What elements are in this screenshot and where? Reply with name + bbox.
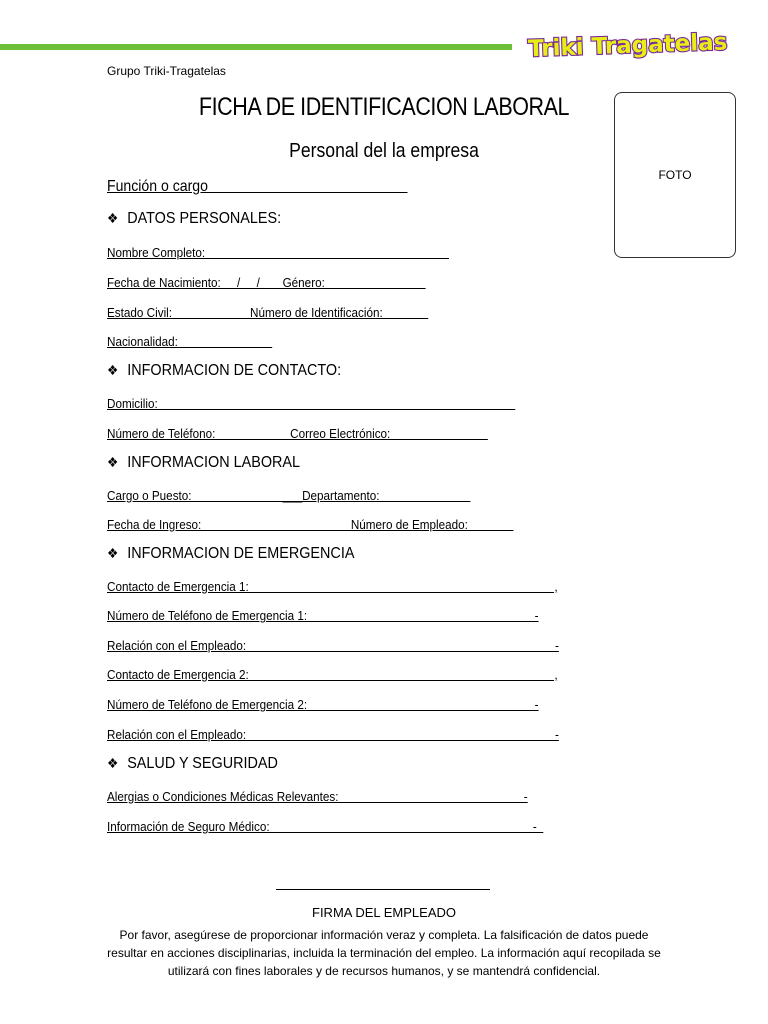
- section-salud: [107, 755, 278, 773]
- field-relacion-2[interactable]: Relación con el Empleado: -: [107, 727, 559, 742]
- section-title: DATOS PERSONALES:: [127, 210, 282, 227]
- field-contacto-emergencia-1[interactable]: Contacto de Emergencia 1: ,: [107, 579, 558, 594]
- function-field[interactable]: Función o cargo: [107, 178, 408, 195]
- field-alergias[interactable]: Alergias o Condiciones Médicas Relevantes: -: [107, 789, 528, 804]
- section-contacto: [107, 362, 341, 380]
- section-title: INFORMACION LABORAL: [127, 454, 301, 471]
- field-cargo-departamento[interactable]: Cargo o Puesto: ___Departamento:: [107, 488, 471, 503]
- diamond-bullet-icon: ❖: [107, 454, 119, 470]
- field-nacionalidad[interactable]: Nacionalidad:: [107, 334, 273, 349]
- page-title: FICHA DE IDENTIFICACION LABORAL: [198, 93, 570, 121]
- logo-text: Triki Tragatelas: [527, 29, 728, 62]
- diamond-bullet-icon: ❖: [107, 545, 119, 561]
- disclaimer-text: Por favor, asegúrese de proporcionar información veraz y completa. La falsificación de datos puede resultar en acciones disciplinarias, incluida la terminación del empleo. La información aquí recopilada se utilizará con fines laborales y de recursos humanos, y se mantendrá confidencial.: [107, 928, 661, 978]
- diamond-bullet-icon: ❖: [107, 362, 119, 378]
- field-estado-civil-identificacion[interactable]: Estado Civil: Número de Identificación:: [107, 305, 429, 320]
- section-personal: [107, 210, 281, 228]
- section-laboral: [107, 454, 300, 472]
- field-telefono-emergencia-2[interactable]: Número de Teléfono de Emergencia 2: -: [107, 697, 539, 712]
- photo-label: FOTO: [658, 168, 692, 182]
- field-nombre[interactable]: Nombre Completo:: [107, 245, 449, 260]
- field-telefono-emergencia-1[interactable]: Número de Teléfono de Emergencia 1: -: [107, 608, 539, 623]
- field-relacion-1[interactable]: Relación con el Empleado: -: [107, 638, 559, 653]
- page-subtitle: Personal del la empresa: [289, 140, 479, 162]
- header-accent-bar: [0, 44, 512, 50]
- field-telefono-correo[interactable]: Número de Teléfono: Correo Electrónico:: [107, 426, 488, 441]
- diamond-bullet-icon: ❖: [107, 210, 119, 226]
- company-name: Grupo Triki-Tragatelas: [107, 64, 226, 78]
- field-ingreso-empleado[interactable]: Fecha de Ingreso: Número de Empleado:: [107, 517, 514, 532]
- section-title: INFORMACION DE EMERGENCIA: [127, 545, 355, 562]
- signature-line[interactable]: [276, 889, 490, 890]
- diamond-bullet-icon: ❖: [107, 755, 119, 771]
- signature-label: FIRMA DEL EMPLEADO: [312, 905, 456, 920]
- section-title: INFORMACION DE CONTACTO:: [127, 362, 342, 379]
- field-contacto-emergencia-2[interactable]: Contacto de Emergencia 2: ,: [107, 667, 558, 682]
- brand-logo: [524, 26, 742, 62]
- field-domicilio[interactable]: Domicilio:: [107, 396, 516, 411]
- field-nacimiento-genero[interactable]: Fecha de Nacimiento: / / Género:: [107, 275, 426, 290]
- field-seguro[interactable]: Información de Seguro Médico: -: [107, 819, 544, 834]
- section-emergencia: [107, 545, 354, 563]
- section-title: SALUD Y SEGURIDAD: [127, 755, 278, 772]
- photo-box[interactable]: [614, 92, 736, 258]
